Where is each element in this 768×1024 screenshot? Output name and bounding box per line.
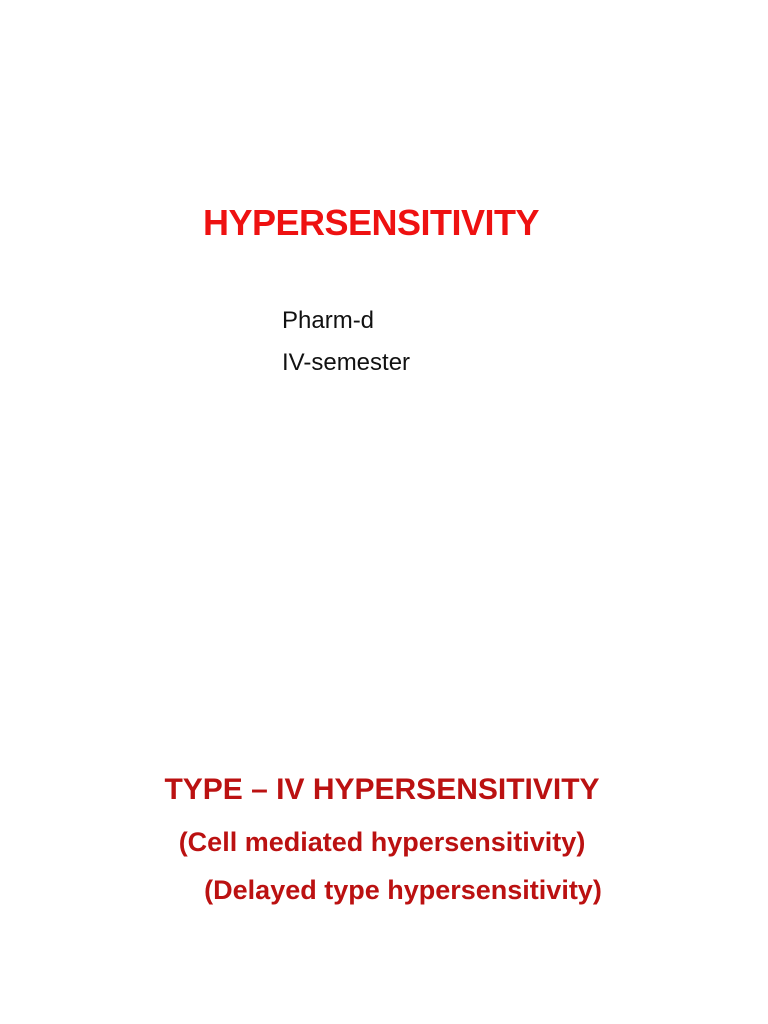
semester: IV-semester <box>282 349 411 376</box>
course-name: Pharm-d <box>282 307 375 334</box>
slide-1-subtitle-block <box>282 300 410 384</box>
slide-2-subtitle-delayed-type: (Delayed type hypersensitivity) <box>204 875 602 905</box>
slide-2-title: TYPE – IV HYPERSENSITIVITY <box>164 773 600 806</box>
slide-2-subtitle-cell-mediated: (Cell mediated hypersensitivity) <box>178 827 586 857</box>
slide-1-title: HYPERSENSITIVITY <box>202 202 540 243</box>
